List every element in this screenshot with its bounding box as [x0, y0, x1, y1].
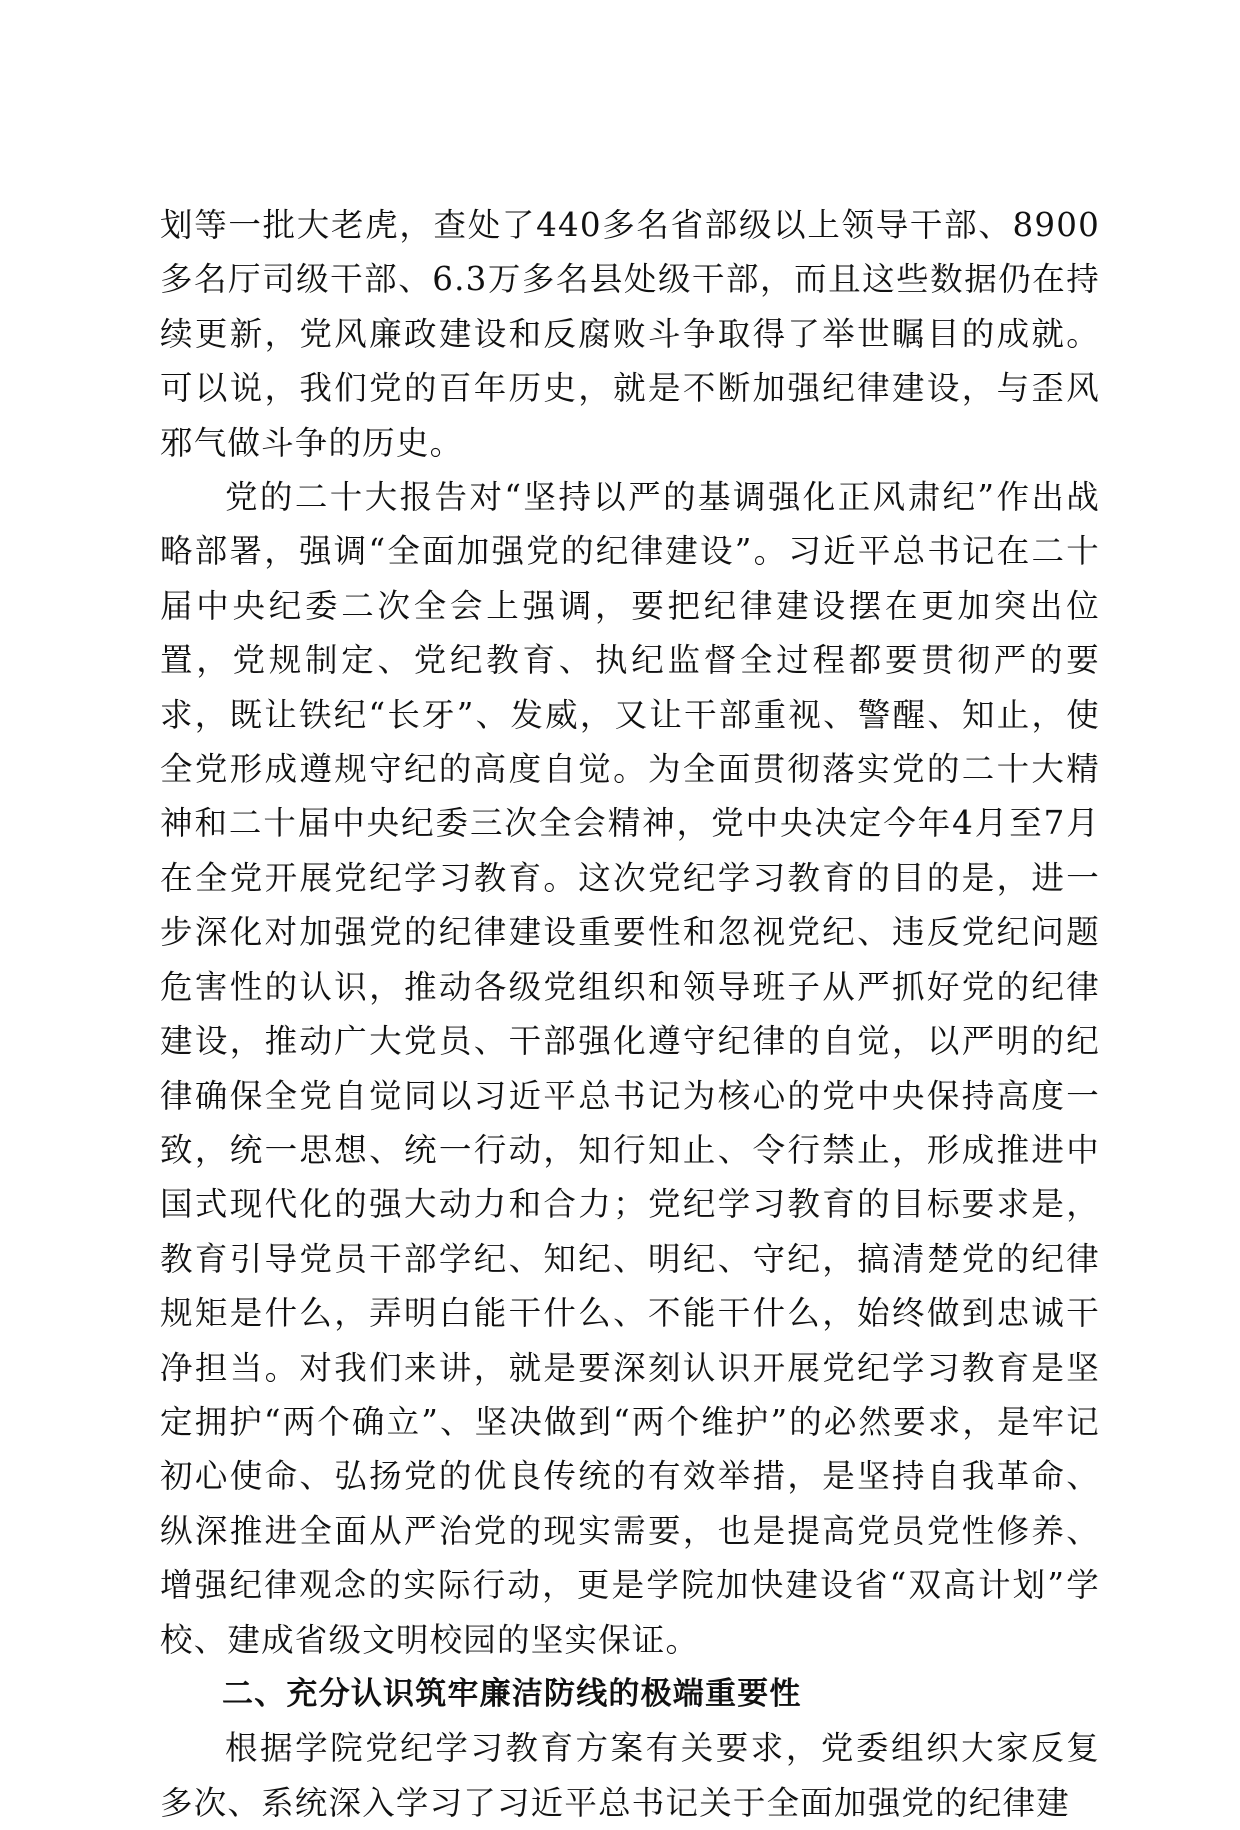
paragraph-discipline-education: 党的二十大报告对“坚持以严的基调强化正风肃纪”作出战略部署，强调“全面加强党的纪律建设”。习近平总书记在二十届中央纪委二次全会上强调，要把纪律建设摆在更加突出位置，党规制定、党纪教育、执纪监督全过程都要贯彻严的要求，既让铁纪“长牙”、发威，又让干部重视、警醒、知止，使全党形成遵规守纪的高度自觉。为全面贯彻落实党的二十大精神和二十届中央纪委三次全会精神，党中央决定今年4月至7月在全党开展党纪学习教育。这次党纪学习教育的目的是，进一步深化对加强党的纪律建设重要性和忽视党纪、违反党纪问题危害性的认识，推动各级党组织和领导班子从严抓好党的纪律建设，推动广大党员、干部强化遵守纪律的自觉，以严明的纪律确保全党自觉同以习近平总书记为核心的党中央保持高度一致，统一思想、统一行动，知行知止、令行禁止，形成推进中国式现代化的强大动力和合力；党纪学习教育的目标要求是，教育引导党员干部学纪、知纪、明纪、守纪，搞清楚党的纪律规矩是什么，弄明白能干什么、不能干什么，始终做到忠诚干净担当。对我们来讲，就是要深刻认识开展党纪学习教育是坚定拥护“两个确立”、坚决做到“两个维护”的必然要求，是牢记初心使命、弘扬党的优良传统的有效举措，是坚持自我革命、纵深推进全面从严治党的现实需要，也是提高党员党性修养、增强纪律观念的实际行动，更是学院加快建设省“双高计划”学校、建成省级文明校园的坚实保证。 — [160, 478, 1100, 1659]
paragraph-continued: 划等一批大老虎，查处了440多名省部级以上领导干部、8900多名厅司级干部、6.3万多名县处级干部，而且这些数据仍在持续更新，党风廉政建设和反腐败斗争取得了举世瞩目的成就。可以说，我们党的百年历史，就是不断加强纪律建设，与歪风邪气做斗争的历史。 — [160, 206, 1100, 462]
document-body — [160, 198, 1100, 1830]
section-heading: 二、充分认识筑牢廉洁防线的极端重要性 — [222, 1675, 802, 1712]
paragraph-study-requirements: 根据学院党纪学习教育方案有关要求，党委组织大家反复多次、系统深入学习了习近平总书记关于全面加强党的纪律建 — [160, 1729, 1100, 1822]
